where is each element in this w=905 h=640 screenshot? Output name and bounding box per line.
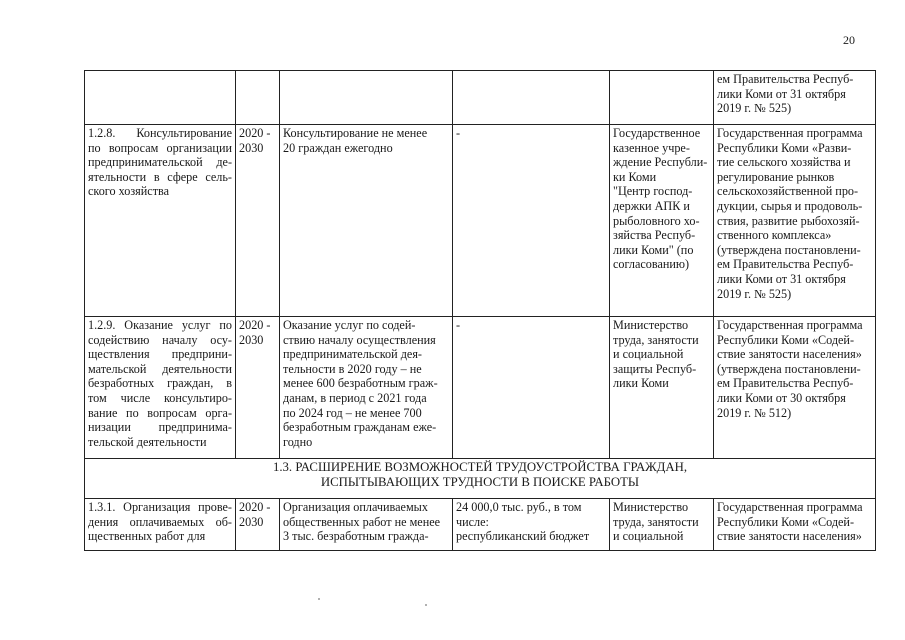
cell-indicator — [280, 317, 453, 459]
cell-period — [236, 125, 280, 317]
cell-funding — [453, 71, 610, 125]
cell-text-line: (утверждена постановлени- — [717, 361, 861, 376]
cell-text-line: тие сельского хозяйства и — [717, 155, 851, 170]
cell-text-line: 2020 - — [239, 500, 271, 514]
table-row-1-2-8 — [85, 125, 876, 317]
cell-text-line: лики Коми от 30 октября — [717, 390, 846, 405]
cell-text-line: том числе консультиро- — [88, 390, 232, 405]
cell-funding — [453, 499, 610, 551]
cell-text-line: ем Правительства Респуб- — [717, 257, 854, 272]
cell-period — [236, 71, 280, 125]
cell-executor — [610, 71, 714, 125]
cell-executor — [610, 125, 714, 317]
cell-text-line: 20 граждан ежегодно — [283, 140, 393, 155]
cell-text-line: мательской деятельности — [88, 361, 232, 376]
cell-text-line: Республики Коми «Разви- — [717, 140, 852, 155]
cell-text-line: - — [456, 318, 461, 332]
table-row-1-3-1 — [85, 499, 876, 551]
cell-text-line: низации предпринима- — [88, 420, 232, 435]
cell-text-line: безработным гражданам еже- — [283, 420, 437, 435]
cell-name — [85, 499, 236, 551]
cell-text-line: республиканский бюджет — [456, 529, 590, 544]
cell-text-line: зяйства Респуб- — [613, 228, 696, 243]
cell-text-line: держки АПК и — [613, 198, 690, 213]
cell-text-line: предпринимательской дея- — [283, 347, 422, 362]
cell-text-line: и социальной — [613, 347, 684, 362]
cell-text-line: труда, занятости — [613, 514, 699, 529]
cell-text-line: лики Коми — [613, 376, 669, 391]
cell-text-line: 1.2.8. Консультирование — [88, 126, 232, 140]
cell-text-line: "Центр господ- — [613, 184, 693, 199]
cell-text-line: - — [456, 126, 461, 140]
cell-text-line: по 2024 год – не менее 700 — [283, 405, 422, 420]
cell-text-line: Государственная программа — [717, 500, 863, 514]
cell-executor — [610, 499, 714, 551]
cell-text-line: казенное учре- — [613, 140, 690, 155]
cell-text-line: содействию началу осу- — [88, 332, 232, 347]
table-row-continuation — [85, 71, 876, 125]
cell-text-line: Государственная программа — [717, 318, 863, 332]
cell-text-line: Государственная программа — [717, 126, 863, 140]
cell-text-line: ственного комплекса» — [717, 228, 832, 243]
cell-text-line: 2020 - — [239, 318, 271, 332]
cell-text-line: лики Коми от 31 октября — [717, 271, 846, 286]
cell-text-line: Министерство — [613, 318, 689, 332]
cell-text-line: и социальной — [613, 529, 684, 544]
cell-text-line: безработных граждан, в — [88, 376, 232, 391]
cell-text-line: 2030 — [239, 332, 264, 347]
cell-executor — [610, 317, 714, 459]
cell-period — [236, 499, 280, 551]
cell-text-line: рыболовного хо- — [613, 213, 700, 228]
cell-text-line: (утверждена постановлени- — [717, 242, 861, 257]
cell-text-line: ществления предприни- — [88, 347, 232, 362]
cell-text-line: 24 000,0 тыс. руб., в том — [456, 500, 582, 514]
cell-text-line: согласованию) — [613, 257, 690, 272]
cell-text-line: вание по вопросам орга- — [88, 405, 232, 420]
cell-indicator — [280, 125, 453, 317]
cell-program — [714, 317, 876, 459]
section-heading-row — [85, 459, 876, 499]
cell-program — [714, 125, 876, 317]
cell-text-line: регулирование рынков — [717, 169, 835, 184]
cell-text-line: тельности в 2020 году – не — [283, 361, 422, 376]
cell-text-line: ского хозяйства — [88, 184, 170, 199]
cell-indicator — [280, 499, 453, 551]
cell-text-line: Государственное — [613, 126, 701, 140]
cell-text-line: 2030 — [239, 140, 264, 155]
cell-text-line: ем Правительства Респуб- — [717, 72, 854, 86]
cell-text-line: 1.3.1. Организация прове- — [88, 500, 232, 514]
cell-text-line: Организация оплачиваемых — [283, 500, 428, 514]
cell-name — [85, 317, 236, 459]
cell-text-line: 1.2.9. Оказание услуг по — [88, 318, 232, 332]
section-heading — [85, 459, 876, 499]
cell-text-line: Министерство — [613, 500, 689, 514]
cell-text-line: 2019 г. № 512) — [717, 405, 792, 420]
cell-text-line: предпринимательской де- — [88, 155, 232, 170]
cell-text-line: Республики Коми «Содей- — [717, 332, 855, 347]
cell-text-line: защиты Респуб- — [613, 361, 697, 376]
cell-text-line: ствие занятости населения» — [717, 529, 862, 544]
cell-text-line: сельскохозяйственной про- — [717, 184, 859, 199]
cell-text-line: лики Коми" (по — [613, 242, 694, 257]
cell-name — [85, 125, 236, 317]
cell-text-line: ятельности в сфере сель- — [88, 169, 232, 184]
cell-text-line: числе: — [456, 514, 489, 529]
cell-text-line: 2019 г. № 525) — [717, 286, 792, 301]
cell-text-line: ки Коми — [613, 169, 657, 184]
measures-table — [84, 70, 876, 551]
cell-text-line: менее 600 безработным граж- — [283, 376, 438, 391]
cell-funding — [453, 125, 610, 317]
cell-text-line: ствия, развитие рыбохозяй- — [717, 213, 860, 228]
cell-text-line: дукции, сырья и продоволь- — [717, 198, 863, 213]
cell-text-line: ствие занятости населения» — [717, 347, 862, 362]
cell-text-line: лики Коми от 31 октября — [717, 86, 846, 101]
cell-text-line: Оказание услуг по содей- — [283, 318, 416, 332]
cell-text-line: ем Правительства Респуб- — [717, 376, 854, 391]
cell-period — [236, 317, 280, 459]
section-heading-line-2: ИСПЫТЫВАЮЩИХ ТРУДНОСТИ В ПОИСКЕ РАБОТЫ — [320, 475, 640, 489]
cell-program — [714, 499, 876, 551]
section-heading-line-1: 1.3. РАСШИРЕНИЕ ВОЗМОЖНОСТЕЙ ТРУДОУСТРОЙСТВА ГРАЖДАН, — [272, 460, 688, 474]
cell-text-line: общественных работ не менее — [283, 514, 441, 529]
page-number: 20 — [843, 33, 855, 47]
cell-text-line: 2019 г. № 525) — [717, 101, 792, 116]
cell-text-line: 2020 - — [239, 126, 271, 140]
cell-text-line: ждение Республи- — [613, 155, 708, 170]
cell-text-line: ствию началу осуществления — [283, 332, 436, 347]
cell-text-line: 2030 — [239, 514, 264, 529]
scan-speck — [318, 598, 320, 600]
cell-text-line: по вопросам организации — [88, 140, 232, 155]
cell-text-line: годно — [283, 434, 313, 449]
scan-speck — [425, 604, 427, 606]
cell-text-line: труда, занятости — [613, 332, 699, 347]
cell-indicator — [280, 71, 453, 125]
table-row-1-2-9 — [85, 317, 876, 459]
cell-text-line: 3 тыс. безработным гражда- — [283, 529, 429, 544]
cell-text-line: Республики Коми «Содей- — [717, 514, 855, 529]
cell-funding — [453, 317, 610, 459]
cell-text-line: дения оплачиваемых об- — [88, 514, 232, 529]
cell-text-line: данам, в период с 2021 года — [283, 390, 427, 405]
cell-program — [714, 71, 876, 125]
cell-text-line: Консультирование не менее — [283, 126, 428, 140]
cell-text-line: щественных работ для — [88, 529, 206, 544]
cell-text-line: тельской деятельности — [88, 434, 207, 449]
cell-name — [85, 71, 236, 125]
